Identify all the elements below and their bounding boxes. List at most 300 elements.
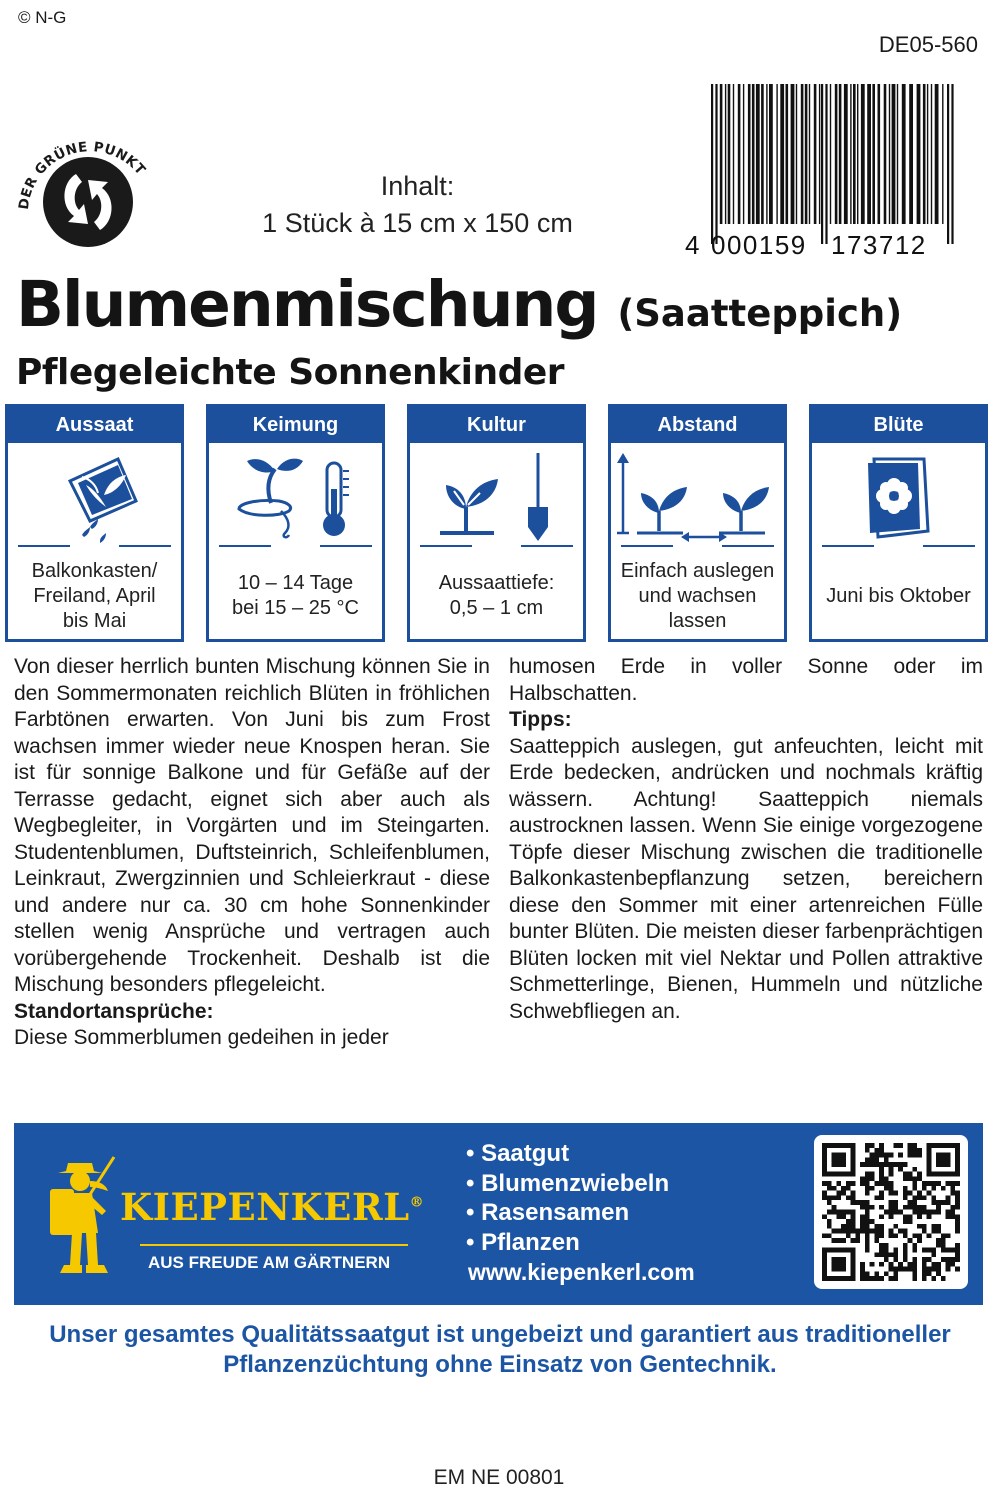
qr-module (827, 1219, 832, 1224)
product-title-suffix: (Saatteppich) (617, 292, 903, 335)
qr-module (889, 1229, 894, 1234)
barcode-bar (839, 84, 842, 224)
qr-module (903, 1267, 908, 1272)
qr-module (889, 1233, 894, 1238)
qr-module (893, 1224, 898, 1229)
barcode-bar (796, 84, 797, 224)
qr-module (912, 1233, 917, 1238)
qr-module (893, 1205, 898, 1210)
product-name: Blumenmischung (16, 268, 598, 341)
qr-module (836, 1214, 841, 1219)
qr-module (889, 1267, 894, 1272)
qr-module (931, 1276, 936, 1281)
tips-text: Saatteppich auslegen, gut anfeuchten, leicht mit Erde bedecken, andrücken und nochmals kräftig wässern. Achtung! Saatteppich niemals austrocknen lassen. Wenn Sie einige vorgezogene Töpfe dieser Mischung zwischen die traditionelle Balkonkastenbepflanzung setzen, bereichern diese den Sommer mit einer artenreichen Fülle bunter Blüten. Die meisten dieser farbenprächtigen Blüten locken mit viel Nektar und Pollen attraktive Schmetterlinge, Bienen, Hummeln und nützliche Schwebfliegen an. (509, 734, 983, 1023)
barcode-bar (927, 84, 928, 224)
qr-module (931, 1200, 936, 1205)
info-box-abstand (608, 404, 787, 642)
qr-module (908, 1148, 913, 1153)
qr-module (927, 1181, 932, 1186)
qr-module (870, 1219, 875, 1224)
article-code: DE05-560 (878, 32, 978, 57)
qr-module (893, 1276, 898, 1281)
qr-module (917, 1210, 922, 1215)
qr-module (950, 1191, 955, 1196)
qr-module (941, 1257, 946, 1262)
qr-module (893, 1210, 898, 1215)
qr-module (884, 1252, 889, 1257)
qr-module (889, 1262, 894, 1267)
barcode-bar (884, 84, 887, 224)
info-box-divider (8, 545, 181, 547)
qr-module (941, 1276, 946, 1281)
barcode-bar (819, 84, 820, 224)
qr-module (865, 1214, 870, 1219)
qr-module (955, 1181, 960, 1186)
qr-module (908, 1262, 913, 1267)
qr-module (893, 1271, 898, 1276)
qr-module (846, 1186, 851, 1191)
qr-module (865, 1271, 870, 1276)
qr-module (955, 1224, 960, 1229)
qr-module (865, 1276, 870, 1281)
qr-module (860, 1181, 865, 1186)
qr-module (860, 1224, 865, 1229)
qr-module (922, 1186, 927, 1191)
barcode-bar (711, 84, 713, 244)
qr-module (941, 1186, 946, 1191)
qr-module (946, 1267, 951, 1272)
qr-module (903, 1257, 908, 1262)
qr-module (917, 1191, 922, 1196)
barcode-bar (814, 84, 817, 224)
qr-module (841, 1214, 846, 1219)
qr-module (903, 1172, 908, 1177)
qr-module (832, 1229, 837, 1234)
qr-module (860, 1219, 865, 1224)
qr-module (836, 1210, 841, 1215)
qr-module (865, 1143, 870, 1148)
qr-module (822, 1181, 827, 1186)
qr-module (889, 1162, 894, 1167)
qr-module (922, 1181, 927, 1186)
qr-module (879, 1205, 884, 1210)
qr-module (841, 1210, 846, 1215)
qr-module (884, 1271, 889, 1276)
barcode-bar (872, 84, 875, 224)
qr-module (870, 1176, 875, 1181)
qr-module (851, 1191, 856, 1196)
qr-module (946, 1200, 951, 1205)
qr-module (893, 1162, 898, 1167)
barcode-bar (835, 84, 838, 224)
brand-slogan: AUS FREUDE AM GÄRTNERN (148, 1253, 391, 1272)
qr-module (836, 1238, 841, 1243)
qr-module (912, 1248, 917, 1253)
brand-name-text: KIEPENKERL (120, 1185, 410, 1229)
qr-module (903, 1219, 908, 1224)
qr-module (841, 1186, 846, 1191)
qr-module (884, 1257, 889, 1262)
qr-module (912, 1176, 917, 1181)
qr-module (922, 1262, 927, 1267)
barcode-bar (867, 84, 871, 224)
barcode-bar (951, 84, 953, 244)
qr-module (903, 1186, 908, 1191)
barcode-bar (857, 84, 858, 224)
qr-module (841, 1238, 846, 1243)
qr-module (860, 1267, 865, 1272)
qr-module (931, 1229, 936, 1234)
qr-module (865, 1248, 870, 1253)
qr-module (946, 1195, 951, 1200)
ean-barcode (683, 84, 961, 260)
qr-module (865, 1238, 870, 1243)
qr-module (893, 1233, 898, 1238)
qr-module (851, 1214, 856, 1219)
qr-module (893, 1191, 898, 1196)
qr-module (860, 1176, 865, 1181)
qr-module (936, 1181, 941, 1186)
qr-module (865, 1224, 870, 1229)
qr-module (908, 1200, 913, 1205)
barcode-bar (805, 84, 808, 224)
qr-module (898, 1229, 903, 1234)
qr-module (827, 1186, 832, 1191)
barcode-bar (931, 84, 932, 224)
qr-module (874, 1252, 879, 1257)
qr-module (922, 1205, 927, 1210)
qr-module (917, 1153, 922, 1158)
qr-module (832, 1210, 837, 1215)
qr-module (889, 1205, 894, 1210)
qr-module (827, 1181, 832, 1186)
qr-module (860, 1229, 865, 1234)
qr-module (855, 1238, 860, 1243)
qr-module (851, 1238, 856, 1243)
qr-module (836, 1191, 841, 1196)
seedling-spade-icon (410, 449, 583, 545)
barcode-bar (728, 84, 731, 224)
qr-module (917, 1238, 922, 1243)
qr-module (884, 1176, 889, 1181)
qr-module (865, 1157, 870, 1162)
qr-module (955, 1248, 960, 1253)
barcode-bars (711, 84, 954, 244)
barcode-bar (892, 84, 896, 224)
qr-module (879, 1248, 884, 1253)
barcode-bar (715, 84, 717, 244)
qr-module (941, 1238, 946, 1243)
qr-module (903, 1248, 908, 1253)
qr-module (860, 1276, 865, 1281)
qr-module (898, 1162, 903, 1167)
qr-module (874, 1233, 879, 1238)
qr-module (893, 1267, 898, 1272)
barcode-bar (786, 84, 789, 224)
qr-module (941, 1243, 946, 1248)
qr-module (865, 1233, 870, 1238)
qr-module (884, 1248, 889, 1253)
qr-module (903, 1229, 908, 1234)
qr-module (874, 1271, 879, 1276)
qr-module (870, 1153, 875, 1158)
qr-module (827, 1195, 832, 1200)
qr-module (879, 1191, 884, 1196)
brand-product-item: • Rasensamen (466, 1199, 630, 1226)
qr-module (908, 1267, 913, 1272)
qr-module (889, 1210, 894, 1215)
info-box-heading: Aussaat (8, 407, 181, 443)
brand-name (120, 1185, 424, 1229)
qr-module (908, 1176, 913, 1181)
qr-module (936, 1224, 941, 1229)
qr-module (898, 1143, 903, 1148)
qr-module (865, 1148, 870, 1153)
qr-module (846, 1195, 851, 1200)
barcode-bar (821, 84, 823, 244)
qr-module (936, 1200, 941, 1205)
qr-module (870, 1186, 875, 1191)
qr-module (927, 1233, 932, 1238)
qr-module (946, 1181, 951, 1186)
qr-module (936, 1153, 950, 1167)
qr-module (874, 1229, 879, 1234)
qr-module (865, 1176, 870, 1181)
qr-module (860, 1205, 865, 1210)
registered-mark: ® (409, 1194, 425, 1211)
qr-module (879, 1143, 884, 1148)
barcode-bar (733, 84, 734, 224)
qr-module (870, 1143, 875, 1148)
qr-module (841, 1229, 846, 1234)
qr-module (889, 1191, 894, 1196)
qr-module (908, 1219, 913, 1224)
qr-module (860, 1200, 865, 1205)
qr-module (884, 1186, 889, 1191)
qr-module (879, 1224, 884, 1229)
barcode-bar (769, 84, 773, 224)
qr-module (922, 1248, 927, 1253)
info-box-text: Balkonkasten/ Freiland, April bis Mai (31, 559, 158, 632)
qr-module (950, 1210, 955, 1215)
qr-module (922, 1195, 927, 1200)
qr-module (955, 1195, 960, 1200)
seed-bag-icon (8, 449, 181, 545)
qr-module (893, 1252, 898, 1257)
qr-module (879, 1181, 884, 1186)
recycling-circle (43, 157, 133, 247)
qr-module (950, 1214, 955, 1219)
qr-module (912, 1267, 917, 1272)
info-box-kultur (407, 404, 586, 642)
barcode-bar (897, 84, 898, 224)
qr-module (912, 1205, 917, 1210)
qr-module (908, 1172, 913, 1177)
qr-module (912, 1210, 917, 1215)
qr-module (912, 1195, 917, 1200)
em-code: EM NE 00801 (433, 1466, 565, 1489)
barcode-bar (748, 84, 751, 224)
info-box-heading: Abstand (611, 407, 784, 443)
qr-module (917, 1233, 922, 1238)
qr-module (841, 1191, 846, 1196)
qr-module (851, 1219, 856, 1224)
qr-module (936, 1262, 941, 1267)
qr-module (912, 1153, 917, 1158)
qr-module (889, 1276, 894, 1281)
qr-module (860, 1162, 865, 1167)
barcode-bar (809, 84, 810, 224)
qr-module (832, 1257, 846, 1271)
barcode-bar (947, 84, 949, 244)
qr-module (851, 1224, 856, 1229)
info-box-divider (812, 545, 985, 547)
tips-heading: Tipps: (509, 708, 572, 731)
qr-module (912, 1257, 917, 1262)
qr-module (927, 1248, 932, 1253)
qr-module (946, 1262, 951, 1267)
qr-module (931, 1195, 936, 1200)
barcode-bar (791, 84, 795, 224)
qr-module (908, 1153, 913, 1158)
qr-module (879, 1262, 884, 1267)
info-box-divider (611, 545, 784, 547)
brand-product-list (466, 1139, 669, 1257)
qr-module (846, 1229, 851, 1234)
qr-module (955, 1200, 960, 1205)
qr-module (950, 1262, 955, 1267)
qr-module (917, 1224, 922, 1229)
qr-module (822, 1191, 827, 1196)
qr-module (912, 1143, 917, 1148)
qr-module (912, 1262, 917, 1267)
qr-code-icon[interactable] (822, 1143, 960, 1281)
qr-module (846, 1224, 851, 1229)
qr-module (870, 1157, 875, 1162)
qr-module (912, 1276, 917, 1281)
qr-module (950, 1181, 955, 1186)
qr-module (955, 1243, 960, 1248)
qr-module (874, 1162, 879, 1167)
qr-module (884, 1210, 889, 1215)
qr-module (955, 1205, 960, 1210)
qr-module (865, 1186, 870, 1191)
qr-module (917, 1172, 922, 1177)
qr-module (879, 1195, 884, 1200)
qr-module (827, 1210, 832, 1215)
qr-module (898, 1262, 903, 1267)
info-box-bluete (809, 404, 988, 642)
description-intro: Von dieser herrlich bunten Mischung können Sie in den Sommermonaten reichlich Blüten in fröhlichen Farbtönen erwarten. Von Juni bis zum Frost wachsen immer wieder neue Knospen heran. Sie ist für sonnige Balkone und für Gefäße auf der Terrasse gedacht, eignet sich aber auch als Wegbegleiter, in Vorgärten und im Steingarten. Studentenblumen, Duftsteinrich, Schleifenblumen, Leinkraut, Zwergzinnien und Schleierkraut - diese und andere nur ca. 30 cm hohe Sonnenkinder stellen wenig Ansprüche und vertragen auch vorübergehende Trockenheit. Deshalb ist die Mischung besonders pflegeleicht. (14, 655, 490, 996)
brand-band (14, 1123, 983, 1305)
qr-module (884, 1157, 889, 1162)
qr-module (860, 1214, 865, 1219)
qr-module (908, 1205, 913, 1210)
barcode-bar (801, 84, 804, 224)
qr-module (879, 1167, 884, 1172)
qr-module (936, 1210, 941, 1215)
qr-module (955, 1219, 960, 1224)
qr-module (851, 1200, 856, 1205)
barcode-bar (935, 84, 939, 224)
barcode-bar (756, 84, 760, 224)
qr-module (870, 1229, 875, 1234)
qr-module (898, 1210, 903, 1215)
qr-module (898, 1267, 903, 1272)
barcode-bar (844, 84, 848, 224)
qr-module (908, 1191, 913, 1196)
qr-module (893, 1200, 898, 1205)
barcode-bar (830, 84, 831, 224)
qr-module (936, 1243, 941, 1248)
qr-module (950, 1248, 955, 1253)
qr-module (874, 1195, 879, 1200)
qr-module (946, 1248, 951, 1253)
qr-module (827, 1224, 832, 1229)
qr-module (855, 1233, 860, 1238)
qr-module (879, 1243, 884, 1248)
qr-module (936, 1238, 941, 1243)
qr-module (889, 1153, 894, 1158)
qr-module (889, 1200, 894, 1205)
qr-module (893, 1248, 898, 1253)
qr-module (941, 1248, 946, 1253)
location-text-start: Diese Sommerblumen gedeihen in jeder (14, 1026, 389, 1049)
barcode-bar (766, 84, 767, 224)
qr-module (884, 1153, 889, 1158)
brand-website-link[interactable]: www.kiepenkerl.com (468, 1259, 695, 1285)
barcode-bar (761, 84, 764, 224)
barcode-bar (861, 84, 865, 224)
barcode-bar (825, 84, 827, 244)
barcode-bar (923, 84, 926, 224)
qr-module (941, 1200, 946, 1205)
qr-module (955, 1191, 960, 1196)
info-box-divider (209, 545, 382, 547)
qr-module (832, 1153, 846, 1167)
qr-module (889, 1167, 894, 1172)
barcode-bar (889, 84, 890, 224)
qr-module (903, 1243, 908, 1248)
qr-module (851, 1229, 856, 1234)
info-box-text: Aussaattiefe: 0,5 – 1 cm (438, 572, 555, 619)
quality-note: Unser gesamtes Qualitätssaatgut ist ungebeizt und garantiert aus traditioneller Pflanzenzüchtung ohne Einsatz von Gentechnik. (49, 1321, 951, 1378)
qr-module (917, 1205, 922, 1210)
qr-module (851, 1181, 856, 1186)
qr-module (917, 1214, 922, 1219)
qr-module (822, 1214, 827, 1219)
barcode-bar (720, 84, 723, 224)
qr-module (846, 1181, 851, 1186)
qr-module (927, 1271, 932, 1276)
qr-module (931, 1267, 936, 1272)
flower-calendar-icon (812, 449, 985, 545)
qr-module (870, 1172, 875, 1177)
qr-module (846, 1233, 851, 1238)
qr-module (827, 1200, 832, 1205)
qr-module (908, 1143, 913, 1148)
barcode-bar (853, 84, 856, 224)
barcode-bar (917, 84, 921, 224)
qr-module (922, 1257, 927, 1262)
qr-module (946, 1233, 951, 1238)
qr-module (889, 1181, 894, 1186)
barcode-bar (780, 84, 784, 224)
info-box-heading: Keimung (209, 407, 382, 443)
barcode-bar (725, 84, 726, 224)
info-box-divider (410, 545, 583, 547)
qr-module (931, 1210, 936, 1215)
